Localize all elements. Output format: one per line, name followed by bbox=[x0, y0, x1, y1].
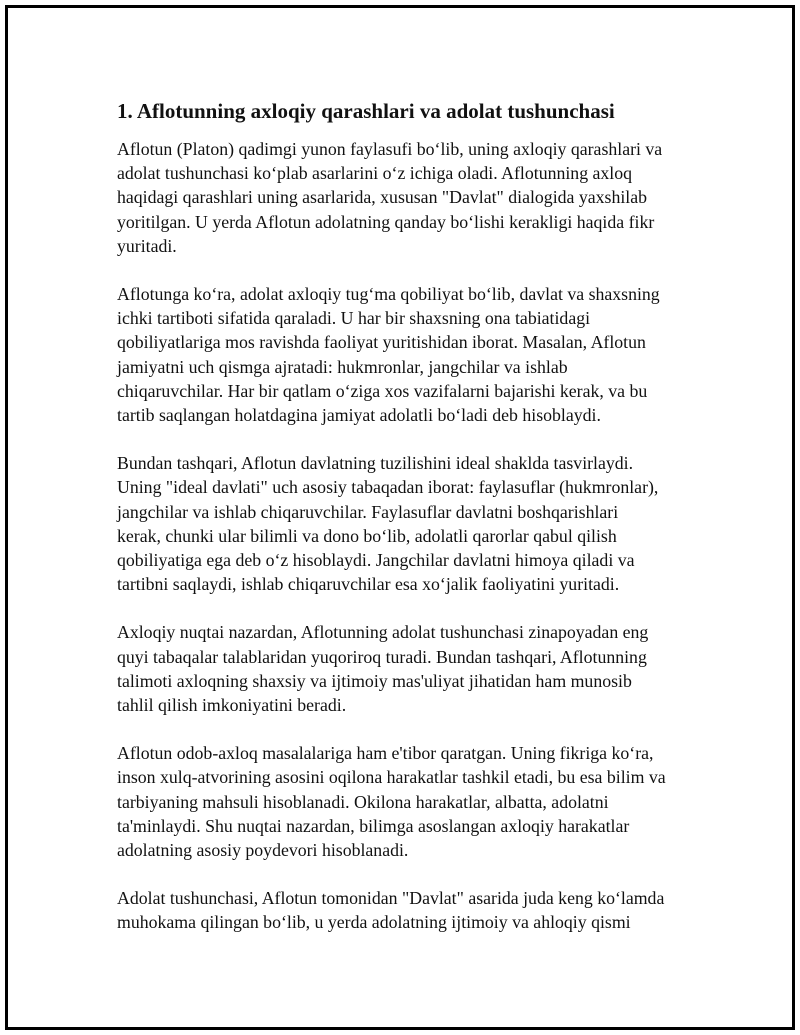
paragraph-line: yoritilgan. U yerda Aflotun adolatning qanday bo‘lishi kerakligi haqida fikr bbox=[117, 211, 655, 232]
paragraph-line: jangchilar va ishlab chiqaruvchilar. Faylasuflar davlatni boshqarishlari bbox=[117, 501, 619, 522]
paragraph-line: haqidagi qarashlari uning asarlarida, xususan "Davlat" dialogida yaxshilab bbox=[117, 187, 648, 208]
paragraph-line: muhokama qilingan bo‘lib, u yerda adolatning ijtimoiy va ahloqiy qismi bbox=[117, 912, 631, 933]
paragraph-line: tartib saqlangan holatdagina jamiyat adolatli bo‘ladi deb hisoblaydi. bbox=[117, 405, 601, 426]
paragraph-line: talimoti axloqning shaxsiy va ijtimoiy mas'uliyat jihatidan ham munosib bbox=[117, 670, 632, 691]
paragraph-2 bbox=[117, 282, 692, 427]
paragraph-line: qobiliyatlariga mos ravishda faoliyat yuritishidan iborat. Masalan, Aflotun bbox=[117, 332, 646, 353]
paragraph-line: Adolat tushunchasi, Aflotun tomonidan "Davlat" asarida juda keng ko‘lamda bbox=[117, 888, 665, 909]
paragraph-line: Bundan tashqari, Aflotun davlatning tuzilishini ideal shaklda tasvirlaydi. bbox=[117, 453, 634, 474]
paragraph-line: adolatning asosiy poydevori hisoblanadi. bbox=[117, 840, 409, 861]
paragraph-line: Uning "ideal davlati" uch asosiy tabaqadan iborat: faylasuflar (hukmronlar), bbox=[117, 477, 659, 498]
paragraph-line: ichki tartiboti sifatida qaraladi. U har bir shaxsning ona tabiatidagi bbox=[117, 308, 591, 329]
paragraph-line: tarbiyaning mahsuli hisoblanadi. Okilona harakatlar, albatta, adolatni bbox=[117, 791, 609, 812]
paragraph-line: Aflotun odob-axloq masalalariga ham e'tibor qaratgan. Uning fikriga ko‘ra, bbox=[117, 743, 654, 764]
paragraph-1 bbox=[117, 137, 692, 258]
paragraph-line: Aflotunga ko‘ra, adolat axloqiy tug‘ma qobiliyat bo‘lib, davlat va shaxsning bbox=[117, 284, 660, 305]
document-body bbox=[117, 96, 692, 959]
paragraph-line: adolat tushunchasi ko‘plab asarlarini o‘z ichiga oladi. Aflotunning axloq bbox=[117, 163, 633, 184]
paragraph-line: kerak, chunki ular bilimli va dono bo‘lib, adolatli qarorlar qabul qilish bbox=[117, 525, 617, 546]
paragraph-line: Axloqiy nuqtai nazardan, Aflotunning adolat tushunchasi zinapoyadan eng bbox=[117, 622, 649, 643]
paragraph-line: tahlil qilish imkoniyatini beradi. bbox=[117, 695, 347, 716]
paragraph-line: Aflotun (Platon) qadimgi yunon faylasufi bo‘lib, uning axloqiy qarashlari va bbox=[117, 139, 663, 159]
paragraph-3 bbox=[117, 451, 692, 596]
paragraph-line: quyi tabaqalar talablaridan yuqoriroq turadi. Bundan tashqari, Aflotunning bbox=[117, 646, 647, 667]
paragraph-5 bbox=[117, 741, 692, 862]
paragraph-line: chiqaruvchilar. Har bir qatlam o‘ziga xos vazifalarni bajarishi kerak, va bu bbox=[117, 380, 648, 401]
page-frame bbox=[5, 5, 795, 1030]
paragraph-line: tartibni saqlaydi, ishlab chiqaruvchilar esa xo‘jalik faoliyatini yuritadi. bbox=[117, 574, 620, 595]
paragraph-line: qobiliyatiga ega deb o‘z hisoblaydi. Jangchilar davlatni himoya qiladi va bbox=[117, 550, 635, 571]
paragraph-6 bbox=[117, 886, 692, 934]
paragraph-4 bbox=[117, 620, 692, 717]
paragraph-line: ta'minlaydi. Shu nuqtai nazardan, bilimga asoslangan axloqiy harakatlar bbox=[117, 815, 630, 836]
section-title: 1. Aflotunning axloqiy qarashlari va adolat tushunchasi bbox=[117, 99, 615, 123]
paragraph-line: inson xulq-atvorining asosini oqilona harakatlar tashkil etadi, bu esa bilim va bbox=[117, 767, 666, 788]
paragraph-line: jamiyatni uch qismga ajratadi: hukmronlar, jangchilar va ishlab bbox=[117, 356, 568, 377]
paragraph-line: yuritadi. bbox=[117, 235, 177, 256]
